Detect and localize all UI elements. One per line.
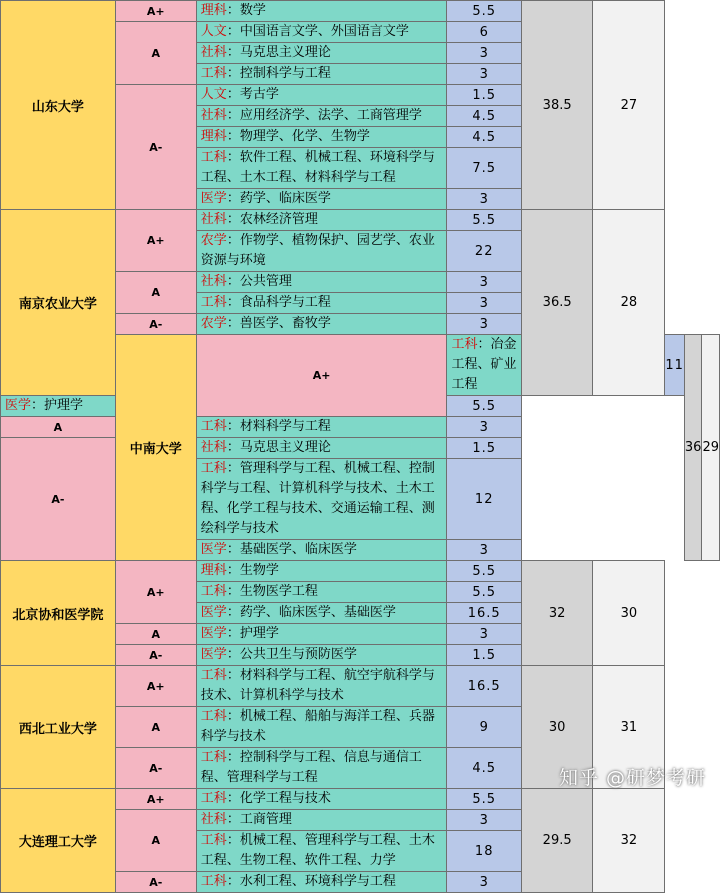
subject-list: 生物学 [239, 563, 279, 578]
category-label: 工科 [200, 668, 227, 683]
total-score-cell: 30 [521, 666, 592, 789]
subject-cell: 工科：控制科学与工程、信息与通信工程、管理科学与工程 [196, 748, 447, 789]
subject-list: 公共卫生与预防医学 [239, 647, 357, 662]
category-label: 农学 [200, 233, 227, 248]
category-label: 工科 [200, 874, 227, 889]
subject-cell: 工科：食品科学与工程 [196, 293, 447, 314]
score-cell: 3 [447, 624, 522, 645]
grade-cell: A+ [115, 210, 196, 272]
score-cell: 6 [447, 22, 522, 43]
score-cell: 3 [447, 189, 522, 210]
university-name: 中南大学 [115, 335, 196, 561]
subject-cell: 工科：水利工程、环境科学与工程 [196, 872, 447, 893]
subject-list: 机械工程、管理科学与工程、土木工程、生物工程、软件工程、力学 [200, 833, 435, 868]
subject-list: 基础医学、临床医学 [239, 542, 357, 557]
subject-list: 软件工程、机械工程、环境科学与工程、土木工程、材料科学与工程 [200, 150, 435, 185]
subject-cell: 社科：工商管理 [196, 810, 447, 831]
category-label: 工科 [200, 709, 227, 724]
category-label: 工科 [451, 337, 478, 352]
subject-cell: 医学：公共卫生与预防医学 [196, 645, 447, 666]
subject-cell: 工科：管理科学与工程、机械工程、控制科学与工程、计算机科学与技术、土木工程、化学工程与技术、交通运输工程、测绘科学与技术 [196, 459, 447, 540]
category-label: 社科 [200, 45, 227, 60]
score-cell: 4.5 [447, 127, 522, 148]
subject-list: 药学、临床医学 [239, 191, 331, 206]
score-cell: 3 [447, 810, 522, 831]
subject-list: 管理科学与工程、机械工程、控制科学与工程、计算机科学与技术、土木工程、化学工程与技术、交通运输工程、测绘科学与技术 [200, 461, 435, 536]
subject-cell: 社科：公共管理 [196, 272, 447, 293]
subject-list: 护理学 [44, 398, 84, 413]
category-label: 理科 [200, 129, 227, 144]
rank-cell: 31 [593, 666, 665, 789]
score-cell: 4.5 [447, 748, 522, 789]
category-label: 医学 [200, 542, 227, 557]
score-cell: 3 [447, 272, 522, 293]
score-cell: 16.5 [447, 666, 522, 707]
subject-list: 药学、临床医学、基础医学 [239, 605, 396, 620]
grade-cell: A+ [115, 1, 196, 22]
subject-cell: 医学：护理学 [1, 396, 116, 417]
score-cell: 22 [447, 231, 522, 272]
subject-list: 化学工程与技术 [239, 791, 331, 806]
subject-list: 农林经济管理 [239, 212, 318, 227]
subject-cell: 工科：软件工程、机械工程、环境科学与工程、土木工程、材料科学与工程 [196, 148, 447, 189]
grade-cell: A [115, 272, 196, 314]
category-label: 理科 [200, 3, 227, 18]
category-label: 社科 [200, 108, 227, 123]
score-cell: 5.5 [447, 582, 522, 603]
subject-cell: 社科：马克思主义理论 [196, 43, 447, 64]
score-cell: 9 [447, 707, 522, 748]
subject-cell: 工科：冶金工程、矿业工程 [447, 335, 522, 396]
category-label: 医学 [5, 398, 32, 413]
category-label: 医学 [200, 191, 227, 206]
subject-list: 材料科学与工程、航空宇航科学与技术、计算机科学与技术 [200, 668, 435, 703]
subject-list: 数学 [239, 3, 266, 18]
subject-list: 马克思主义理论 [239, 45, 331, 60]
category-label: 社科 [200, 812, 227, 827]
subject-cell: 理科：生物学 [196, 561, 447, 582]
total-score-cell: 36.5 [521, 210, 592, 396]
category-label: 工科 [200, 295, 227, 310]
subject-cell: 工科：生物医学工程 [196, 582, 447, 603]
rank-cell: 28 [593, 210, 665, 396]
score-cell: 3 [447, 43, 522, 64]
subject-list: 公共管理 [239, 274, 292, 289]
subject-list: 作物学、植物保护、园艺学、农业资源与环境 [200, 233, 435, 268]
score-cell: 11 [665, 335, 685, 396]
category-label: 工科 [200, 791, 227, 806]
category-label: 工科 [200, 461, 227, 476]
grade-cell: A+ [115, 561, 196, 624]
score-cell: 3 [447, 314, 522, 335]
subject-list: 护理学 [239, 626, 279, 641]
subject-cell: 工科：机械工程、船舶与海洋工程、兵器科学与技术 [196, 707, 447, 748]
subject-list: 控制科学与工程 [239, 66, 331, 81]
subject-cell: 理科：物理学、化学、生物学 [196, 127, 447, 148]
score-cell: 7.5 [447, 148, 522, 189]
score-cell: 3 [447, 540, 522, 561]
score-cell: 1.5 [447, 438, 522, 459]
category-label: 人文 [200, 24, 227, 39]
score-cell: 12 [447, 459, 522, 540]
total-score-cell: 38.5 [521, 1, 592, 210]
category-label: 工科 [200, 419, 227, 434]
score-cell: 5.5 [447, 561, 522, 582]
subject-cell: 医学：药学、临床医学、基础医学 [196, 603, 447, 624]
grade-cell: A [115, 707, 196, 748]
score-cell: 1.5 [447, 85, 522, 106]
category-label: 医学 [200, 605, 227, 620]
total-score-cell: 36 [684, 335, 702, 561]
score-cell: 3 [447, 64, 522, 85]
grade-cell: A [1, 417, 116, 438]
category-label: 工科 [200, 833, 227, 848]
university-name: 南京农业大学 [1, 210, 116, 396]
score-cell: 16.5 [447, 603, 522, 624]
rank-cell: 27 [593, 1, 665, 210]
subject-cell: 社科：农林经济管理 [196, 210, 447, 231]
subject-list: 材料科学与工程 [239, 419, 331, 434]
subject-cell: 工科：材料科学与工程、航空宇航科学与技术、计算机科学与技术 [196, 666, 447, 707]
subject-list: 应用经济学、法学、工商管理学 [239, 108, 422, 123]
subject-list: 控制科学与工程、信息与通信工程、管理科学与工程 [200, 750, 422, 785]
subject-list: 物理学、化学、生物学 [239, 129, 370, 144]
grade-cell: A- [115, 748, 196, 789]
subject-cell: 农学：作物学、植物保护、园艺学、农业资源与环境 [196, 231, 447, 272]
grade-cell: A- [115, 314, 196, 335]
score-cell: 3 [447, 293, 522, 314]
subject-list: 冶金工程、矿业工程 [451, 337, 517, 392]
grade-cell: A+ [115, 666, 196, 707]
score-cell: 5.5 [447, 789, 522, 810]
subject-cell: 社科：应用经济学、法学、工商管理学 [196, 106, 447, 127]
score-cell: 3 [447, 872, 522, 893]
score-cell: 5.5 [447, 210, 522, 231]
category-label: 理科 [200, 563, 227, 578]
category-label: 工科 [200, 750, 227, 765]
watermark: 知乎 @研梦考研 [558, 767, 706, 789]
category-label: 工科 [200, 66, 227, 81]
subject-cell: 工科：化学工程与技术 [196, 789, 447, 810]
subject-list: 机械工程、船舶与海洋工程、兵器科学与技术 [200, 709, 435, 744]
category-label: 社科 [200, 274, 227, 289]
subject-cell: 医学：基础医学、临床医学 [196, 540, 447, 561]
grade-cell: A [115, 810, 196, 872]
rank-cell: 30 [593, 561, 665, 666]
grade-cell: A+ [196, 335, 447, 417]
subject-list: 马克思主义理论 [239, 440, 331, 455]
score-cell: 4.5 [447, 106, 522, 127]
grade-cell: A+ [115, 789, 196, 810]
category-label: 农学 [200, 316, 227, 331]
subject-list: 食品科学与工程 [239, 295, 331, 310]
score-cell: 1.5 [447, 645, 522, 666]
grade-cell: A [115, 22, 196, 85]
score-cell: 18 [447, 831, 522, 872]
category-label: 工科 [200, 584, 227, 599]
rank-cell: 29 [702, 335, 720, 561]
subject-list: 考古学 [239, 87, 279, 102]
subject-list: 生物医学工程 [239, 584, 318, 599]
grade-cell: A- [115, 645, 196, 666]
subject-list: 兽医学、畜牧学 [239, 316, 331, 331]
grade-cell: A- [115, 85, 196, 210]
category-label: 人文 [200, 87, 227, 102]
grade-cell: A- [1, 438, 116, 561]
category-label: 社科 [200, 212, 227, 227]
subject-cell: 医学：护理学 [196, 624, 447, 645]
total-score-cell: 29.5 [521, 789, 592, 893]
grade-cell: A- [115, 872, 196, 893]
rank-cell: 32 [593, 789, 665, 893]
subject-cell: 工科：材料科学与工程 [196, 417, 447, 438]
subject-list: 水利工程、环境科学与工程 [239, 874, 396, 889]
category-label: 医学 [200, 647, 227, 662]
university-name: 西北工业大学 [1, 666, 116, 789]
university-name: 大连理工大学 [1, 789, 116, 893]
category-label: 医学 [200, 626, 227, 641]
subject-cell: 人文：中国语言文学、外国语言文学 [196, 22, 447, 43]
score-cell: 3 [447, 417, 522, 438]
score-cell: 5.5 [447, 1, 522, 22]
subject-cell: 人文：考古学 [196, 85, 447, 106]
subject-list: 工商管理 [239, 812, 292, 827]
subject-cell: 工科：控制科学与工程 [196, 64, 447, 85]
grade-cell: A [115, 624, 196, 645]
category-label: 社科 [200, 440, 227, 455]
total-score-cell: 32 [521, 561, 592, 666]
score-cell: 5.5 [447, 396, 522, 417]
category-label: 工科 [200, 150, 227, 165]
subject-cell: 农学：兽医学、畜牧学 [196, 314, 447, 335]
subject-cell: 理科：数学 [196, 1, 447, 22]
subject-cell: 工科：机械工程、管理科学与工程、土木工程、生物工程、软件工程、力学 [196, 831, 447, 872]
subject-cell: 医学：药学、临床医学 [196, 189, 447, 210]
university-name: 北京协和医学院 [1, 561, 116, 666]
subject-cell: 社科：马克思主义理论 [196, 438, 447, 459]
university-name: 山东大学 [1, 1, 116, 210]
subject-list: 中国语言文学、外国语言文学 [239, 24, 409, 39]
